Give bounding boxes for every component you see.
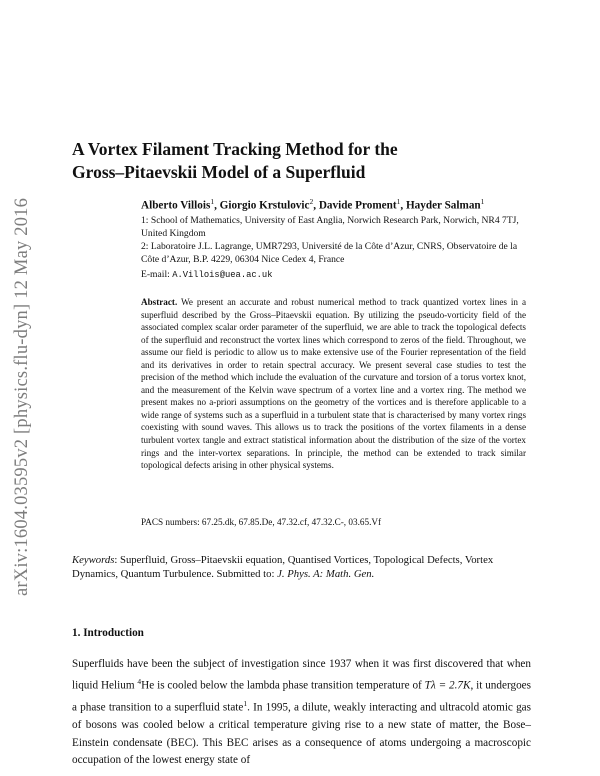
- footnote-mark[interactable]: 1: [243, 699, 248, 709]
- arxiv-stamp[interactable]: arXiv:1604.03595v2 [physics.flu-dyn] 12 May 2016: [12, 197, 32, 596]
- email-address[interactable]: A.Villois@uea.ac.uk: [172, 270, 273, 280]
- author-name: Giorgio Krstulovic: [219, 199, 310, 212]
- author-affil-mark: 1: [210, 197, 215, 206]
- intro-text: . In 1995, a dilute, weakly interacting and ultracold atomic gas of bosons was cooled below a critical temperature giving rise to a new state of matter, the Bose–Einstein condensate (BEC). This BEC arises as a consequence of atoms undergoing a macroscopic occupation of the lowest energy state of: [72, 702, 531, 766]
- title-line-2: Gross–Pitaevskii Model of a Superfluid: [72, 162, 366, 182]
- intro-text: Superfluids have been the subject of investigation since 1937 when it was first discovered that when liquid Helium: [72, 658, 531, 693]
- keywords-text: : Superfluid, Gross–Pitaevskii equation, Quantised Vortices, Topological Defects, Vortex Dynamics, Quantum Turbulence. Submitted to:: [72, 554, 494, 581]
- affiliation-1: 1: School of Mathematics, University of East Anglia, Norwich Research Park, Norwich, NR4 7TJ, United Kingdom: [141, 215, 519, 240]
- abstract: [141, 296, 526, 472]
- intro-text: , it undergoes a phase transition to a superfluid state: [72, 680, 531, 715]
- title-line-1: A Vortex Filament Tracking Method for the: [72, 139, 398, 159]
- email-line: [141, 269, 273, 280]
- author-affil-mark: 2: [309, 197, 314, 206]
- author-affil-mark: 1: [396, 197, 401, 206]
- author-affil-mark: 1: [480, 197, 485, 206]
- abstract-text: We present an accurate and robust numerical method to track quantized vortex lines in a superfluid described by the Gross–Pitaevskii equation. By utilizing the pseudo-vorticity field of the associated complex scalar order parameter of the superfluid, we are able to track the topological defects of the superfluid and reconstruct the vortex lines which correspond to zeros of the field. Throughout, we assume our field is periodic to allow us to make extensive use of the Fourier representation of the field and its derivatives in order to retain spectral accuracy. We present several case studies to test the precision of the method which include the evaluation of the curvature and torsion of a torus vortex knot, and the measurement of the Kelvin wave spectrum of a vortex line and a vortex ring. The method we present makes no a-priori assumptions on the geometry of the vortices and is therefore applicable to a wide range of systems such as a superfluid in a turbulent state that is characterised by many vortex rings coexisting with sound waves. This allows us to track the positions of the vortex filaments in a dense turbulent vortex tangle and extract statistical information about the distribution of the size of the vortex rings and the inter-vortex separations. In principle, the method can be extended to track similar topological defects arising in other physical systems.: [141, 297, 526, 471]
- section-heading: 1. Introduction: [72, 627, 144, 639]
- keywords-label: Keywords: [72, 554, 115, 566]
- author-list: Alberto Villois$^1$, Giorgio Krstulovic$^2$, Davide Proment$^1$, Hayder Salman$^1$: [141, 197, 485, 212]
- author-name: Alberto Villois: [141, 199, 211, 212]
- lambda-temperature: Tλ = 2.7K: [424, 680, 471, 693]
- abstract-label: Abstract.: [141, 297, 178, 307]
- intro-text: He is cooled below the lambda phase transition temperature of: [141, 680, 425, 693]
- journal-name: J. Phys. A: Math. Gen.: [277, 568, 375, 581]
- author-name: Davide Proment: [318, 199, 397, 212]
- paper-title: [72, 138, 532, 184]
- affiliation-2: 2: Laboratoire J.L. Lagrange, UMR7293, Université de la Côte d’Azur, CNRS, Observatoire de la Côte d’Azur, B.P. 4229, 06304 Nice Cedex 4, France: [141, 241, 518, 266]
- intro-paragraph: [72, 656, 531, 769]
- author-name: Hayder Salman: [405, 199, 481, 212]
- keywords: [72, 553, 532, 582]
- isotope-sup: 4: [137, 677, 142, 687]
- pacs-numbers: PACS numbers: 67.25.dk, 67.85.De, 47.32.cf, 47.32.C-, 03.65.Vf: [141, 517, 382, 527]
- email-label: E-mail:: [141, 269, 170, 280]
